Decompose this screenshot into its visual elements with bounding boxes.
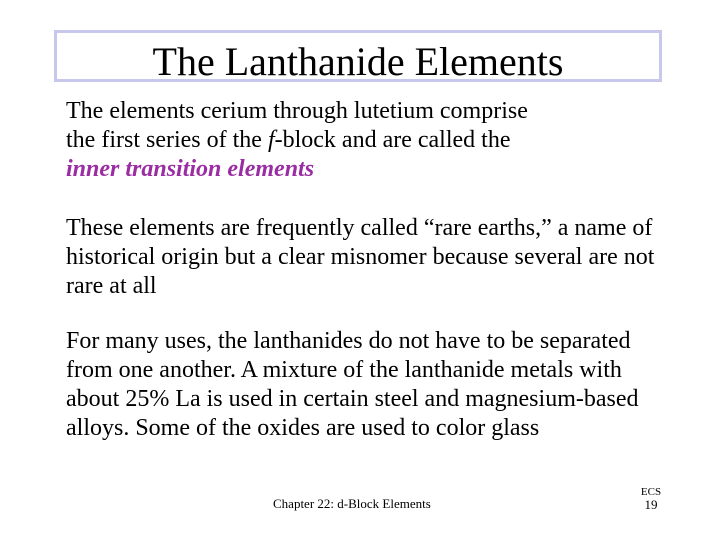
footer-chapter: Chapter 22: d-Block Elements: [273, 496, 431, 511]
page-number: 19: [644, 497, 658, 512]
p1-line1: The elements cerium through lutetium comprise: [66, 98, 528, 124]
title-box: [54, 30, 662, 82]
footer-corner: [634, 486, 668, 512]
p1-line2-pre: the first series of the: [66, 127, 268, 153]
footer-author: ECS: [640, 486, 662, 498]
p1-highlight-term: inner transition elements: [66, 156, 315, 182]
paragraph-inner-transition: [66, 97, 666, 184]
p1-line2-ital: f: [267, 127, 275, 153]
slide-title: The Lanthanide Elements: [152, 39, 564, 84]
paragraph-uses: For many uses, the lanthanides do not have to be separated from one another. A mixture of the lanthanide metals with about 25% La is used in certain steel and magnesium-based alloys. Some of the oxides are used to color glass: [66, 328, 639, 441]
paragraph-rare-earths: These elements are frequently called “rare earths,” a name of historical origin but a clear misnomer because several are not rare at all: [66, 215, 655, 299]
p1-line2-post: -block and are called the: [274, 127, 511, 153]
